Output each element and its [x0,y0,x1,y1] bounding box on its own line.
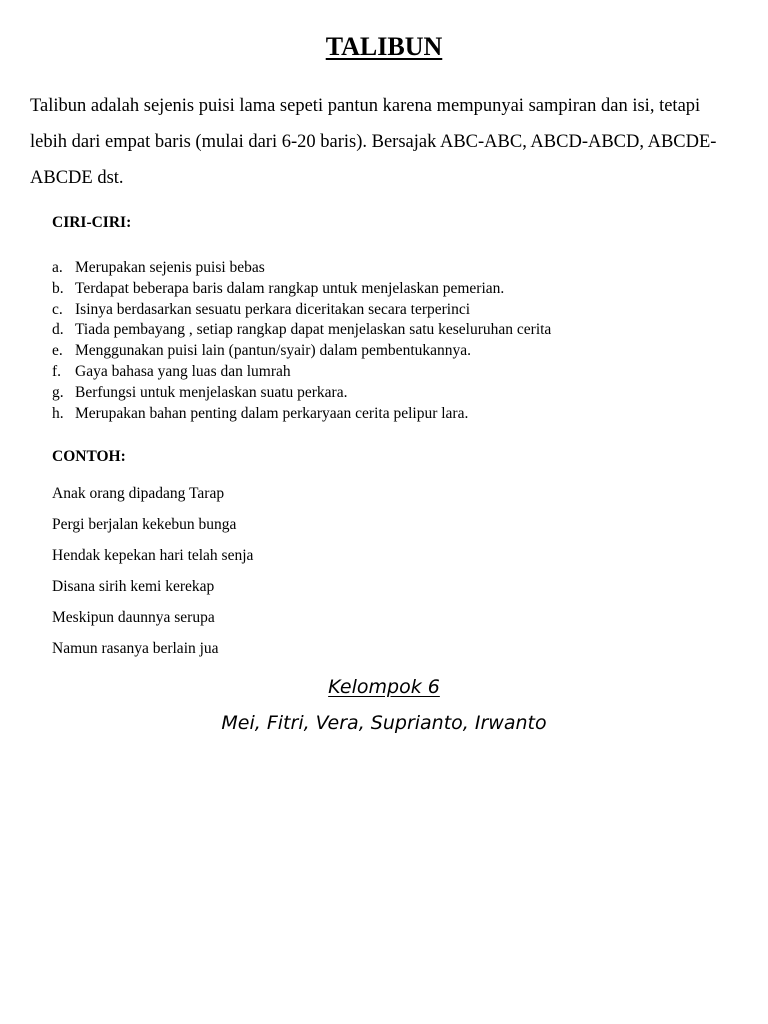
ciri-item [52,341,551,362]
poem-line: Namun rasanya berlain jua [52,640,219,657]
poem-line: Disana sirih kemi kerekap [52,578,215,595]
ciri-text: Isinya berdasarkan sesuatu perkara diceritakan secara terperinci [75,300,471,318]
ciri-item [52,383,551,404]
document-title: TALIBUN [325,32,443,61]
ciri-text: Tiada pembayang , setiap rangkap dapat menjelaskan satu keseluruhan cerita [75,321,552,339]
poem-line: Hendak kepekan hari telah senja [52,547,254,564]
group-members: Mei, Fitri, Vera, Suprianto, Irwanto [221,712,547,734]
ciri-marker: a. [52,259,63,276]
poem-line: Pergi berjalan kekebun bunga [52,516,237,533]
ciri-text: Merupakan sejenis puisi bebas [75,259,265,276]
ciri-item [52,404,551,425]
ciri-item [52,362,551,383]
ciri-list [52,258,551,424]
ciri-text: Gaya bahasa yang luas dan lumrah [75,362,291,380]
poem-line: Meskipun daunnya serupa [52,609,215,626]
ciri-text: Terdapat beberapa baris dalam rangkap untuk menjelaskan pemerian. [75,279,505,297]
ciri-text: Menggunakan puisi lain (pantun/syair) dalam pembentukannya. [75,342,472,360]
ciri-marker: c. [52,300,63,318]
ciri-marker: d. [52,321,64,339]
ciri-marker: e. [52,342,63,360]
ciri-marker: f. [52,362,62,380]
ciri-item [52,258,551,279]
ciri-text: Berfungsi untuk menjelaskan suatu perkara. [75,383,348,401]
poem-example [52,478,253,664]
ciri-marker: g. [52,383,64,401]
ciri-item [52,320,551,341]
ciri-text: Merupakan bahan penting dalam perkaryaan cerita pelipur lara. [75,404,469,422]
contoh-heading: CONTOH: [52,448,126,465]
intro-paragraph: Talibun adalah sejenis puisi lama sepeti pantun karena mempunyai sampiran dan isi, tetapi lebih dari empat baris (mulai dari 6-20 baris). Bersajak ABC-ABC, ABCD-ABCD, ABCDE-ABCDE dst. [30,96,717,188]
ciri-item [52,279,551,300]
ciri-marker: h. [52,404,64,422]
ciri-item [52,300,551,321]
poem-line: Anak orang dipadang Tarap [52,485,225,502]
ciri-marker: b. [52,279,64,297]
ciri-heading: CIRI-CIRI: [52,214,132,231]
group-label: Kelompok 6 [328,676,440,698]
